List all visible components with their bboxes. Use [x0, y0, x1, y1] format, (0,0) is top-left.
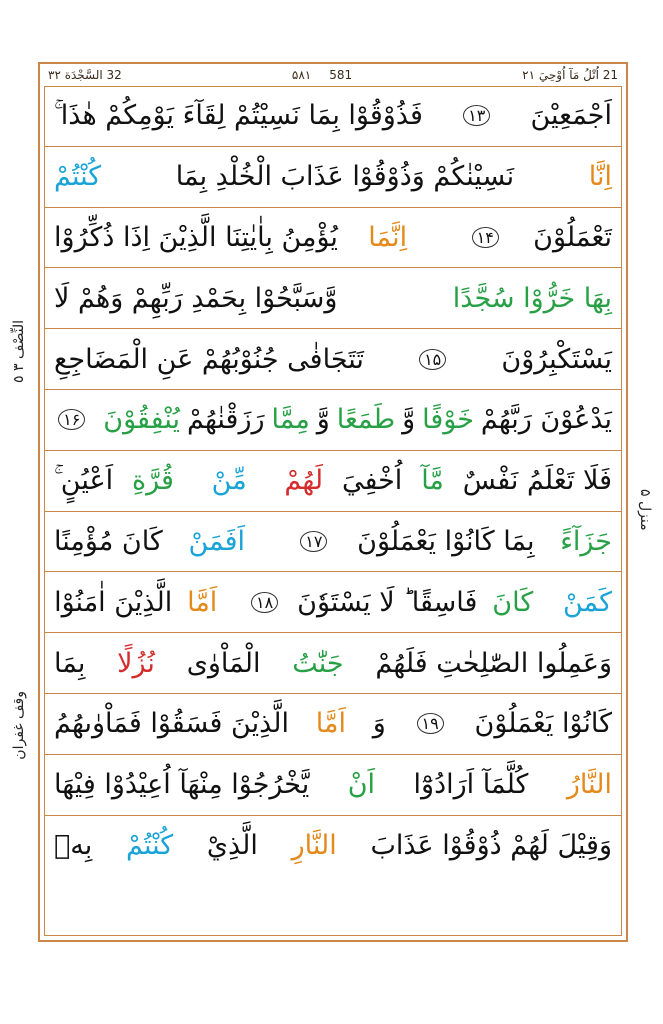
text-line	[44, 816, 622, 877]
text-segment: اِنَّا	[588, 161, 612, 193]
text-segment: مِمَّا	[271, 404, 310, 436]
ayah-number-marker: ۱۸	[251, 592, 278, 613]
text-segment: يَّخْرُجُوْا مِنْهَآ اُعِيْدُوْا فِيْهَا	[54, 769, 310, 801]
page-number-group	[292, 68, 352, 82]
text-segment: الَّذِيْنَ اٰمَنُوْا	[54, 586, 173, 618]
text-segment: وَعَمِلُوا الصّٰلِحٰتِ فَلَهُمْ	[375, 647, 612, 679]
text-segment: فَذُوْقُوْا بِمَا نَسِيْتُمْ لِقَآءَ يَوْمِكُمْ هٰذَا ۚ	[54, 99, 423, 131]
text-segment: اَعْيُنٍ ۚ	[54, 464, 114, 496]
text-segment: كَانَ مُؤْمِنًا	[54, 525, 163, 557]
text-segment: خَوْفًا	[422, 404, 474, 436]
text-line	[44, 755, 622, 816]
text-segment: وَقِيْلَ لَهُمْ ذُوْقُوْا عَذَابَ	[370, 830, 612, 862]
page-number: 581	[329, 68, 353, 82]
text-segment: اَمَّا	[315, 708, 346, 740]
manzil-marker: منزل ۵	[637, 489, 653, 531]
text-segment: نَسِيْنٰكُمْ وَذُوْقُوْا عَذَابَ الْخُلْدِ بِمَا	[175, 161, 515, 193]
text-segment: بِهَا خَرُّوْا سُجَّدًا	[452, 282, 612, 314]
text-segment: اَجْمَعِيْنَ	[530, 100, 612, 132]
text-segment: رَزَقْنٰهُمْ	[186, 404, 265, 436]
ayah-number-marker: ۱۶	[58, 409, 85, 430]
text-line	[44, 86, 622, 147]
text-segment: مَّآ	[421, 465, 444, 497]
text-segment: اِنَّمَا	[368, 221, 408, 253]
text-segment: وَ	[372, 708, 386, 740]
quran-text-lines	[44, 86, 622, 876]
text-segment: كَانَ	[492, 586, 534, 618]
text-segment: يُؤْمِنُ بِاٰيٰتِنَا الَّذِيْنَ اِذَا ذُكِّرُوْا	[54, 221, 338, 253]
ayah-number-marker: ۱۹	[417, 713, 444, 734]
text-segment: قُرَّةِ	[131, 465, 174, 497]
text-line	[44, 451, 622, 512]
text-segment: بِهٖ	[54, 830, 93, 862]
text-segment: النَّارُ	[566, 769, 612, 801]
text-line	[44, 633, 622, 694]
text-line	[44, 512, 622, 573]
text-segment: اُخْفِيَ	[341, 465, 403, 497]
text-segment: وَّ	[402, 404, 416, 436]
text-segment: النَّارِ	[291, 830, 337, 862]
text-segment: يَسْتَكْبِرُوْنَ	[501, 343, 612, 375]
ayah-number-marker: ۱۴	[472, 227, 499, 248]
text-segment: كَمَنْ	[562, 586, 612, 618]
text-segment: اَمَّا	[187, 586, 218, 618]
hizb-marker: النِّصْف ٣ ٥	[11, 320, 27, 383]
surah-label: 32 السَّجْدَة ۳۲	[48, 68, 122, 82]
text-segment: كُنْتُمْ	[125, 830, 174, 862]
waqf-note: وقف غفران	[11, 691, 27, 760]
text-line	[44, 147, 622, 208]
page-header	[44, 64, 622, 86]
text-line	[44, 390, 622, 451]
text-line	[44, 208, 622, 269]
text-segment: اَفَمَنْ	[188, 525, 246, 557]
text-segment: تَعْمَلُوْنَ	[533, 221, 612, 253]
text-segment: يَدْعُوْنَ رَبَّهُمْ	[480, 404, 612, 436]
left-margin-notes	[8, 320, 30, 760]
right-margin-notes	[634, 470, 656, 550]
text-segment: طَمَعًا	[336, 404, 396, 436]
text-segment: تَتَجَافٰى جُنُوْبُهُمْ عَنِ الْمَضَاجِعِ	[54, 343, 364, 375]
text-line	[44, 268, 622, 329]
text-segment: فَاسِقًا ؕ لَا يَسْتَوٗنَ	[297, 586, 478, 618]
text-segment: الَّذِيْنَ فَسَقُوْا فَمَاْوٰىهُمُ	[54, 708, 289, 740]
text-segment: لَهُمْ	[284, 465, 324, 497]
text-segment: الَّذِيْ	[206, 830, 258, 862]
juz-label: 21 اُتْلُ مَآ اُوْحِيَ ۲۱	[522, 68, 618, 82]
ayah-number-marker: ۱۳	[463, 105, 490, 126]
text-segment: وَّ	[316, 404, 330, 436]
text-segment: كُنْتُمْ	[54, 161, 102, 193]
text-segment: نُزُلًا	[117, 647, 155, 679]
text-segment: فَلَا تَعْلَمُ نَفْسٌ	[462, 465, 612, 497]
text-segment: جَنّٰتُ	[292, 647, 344, 679]
text-line	[44, 329, 622, 390]
text-line	[44, 694, 622, 755]
ayah-number-marker: ۱۵	[419, 349, 446, 370]
text-segment: مِّنْ	[211, 465, 247, 497]
text-segment: جَزَآءً	[560, 525, 612, 557]
ayah-number-marker: ۱۷	[300, 531, 327, 552]
text-segment: كُلَّمَآ اَرَادُوْٓا	[413, 769, 529, 801]
text-segment: اَنْ	[347, 769, 376, 801]
text-segment: كَانُوْا يَعْمَلُوْنَ	[474, 708, 612, 740]
text-line	[44, 572, 622, 633]
text-segment: الْمَاْوٰى	[186, 647, 261, 679]
page-number-arabic: ۵۸۱	[291, 68, 312, 82]
text-segment: وَّسَبَّحُوْا بِحَمْدِ رَبِّهِمْ وَهُمْ لَا	[54, 282, 338, 314]
text-segment: بِمَا	[54, 647, 86, 679]
text-segment: بِمَا كَانُوْا يَعْمَلُوْنَ	[357, 525, 535, 557]
text-segment: يُنْفِقُوْنَ	[103, 404, 180, 436]
